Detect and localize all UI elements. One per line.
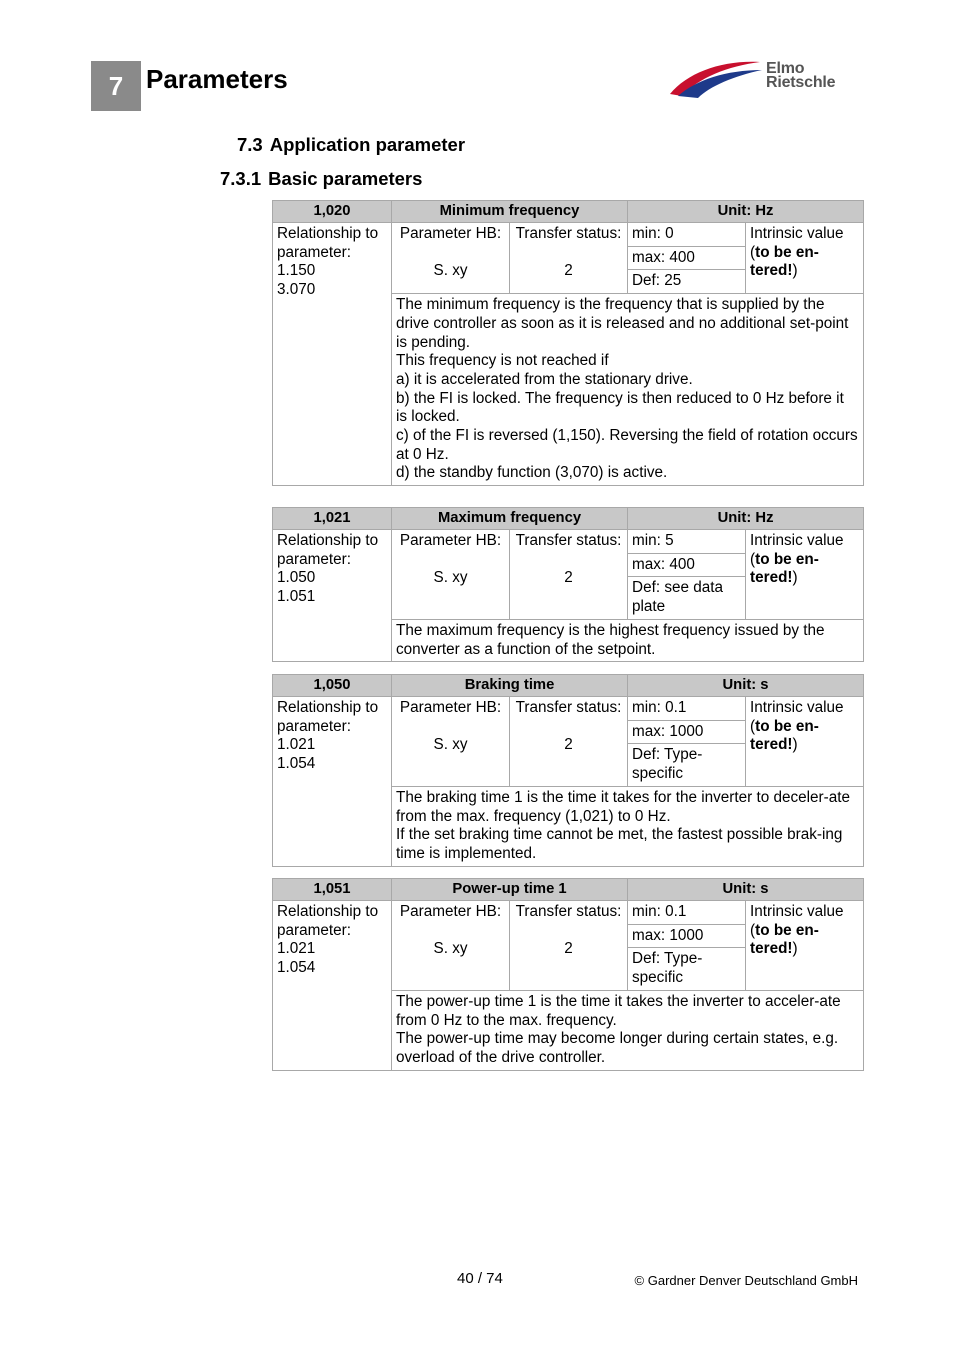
transfer-status-label: Transfer status: [515,532,622,549]
parameter-name: Minimum frequency [392,201,628,223]
relationship-param: 1.050 [277,569,316,587]
relationship-param: 1.021 [277,940,316,958]
section-title: Application parameter [269,134,466,155]
transfer-status-label: Transfer status: [515,903,622,920]
relationship-label: Relationship to parameter: [277,225,379,261]
transfer-status-value: 2 [564,736,573,754]
parameter-name: Braking time [392,675,628,697]
parameter-name: Power-up time 1 [392,879,628,901]
description-line: The maximum frequency is the highest frequency issued by the converter as a function of the setpoint. [396,621,825,658]
transfer-status-cell [510,223,628,294]
chapter-number-badge: 7 [91,61,141,111]
parameter-table [272,507,864,662]
parameter-description [392,786,864,866]
parameter-table [272,878,864,1071]
logo-text [766,62,835,90]
relationship-cell [273,901,392,1071]
parameter-table [272,200,864,486]
intrinsic-value-note: to be en-tered! [750,921,819,958]
subsection-number: 7.3.1 [220,168,262,189]
parameter-description [392,294,864,486]
parameter-hb-value: S. xy [433,940,468,958]
chapter-title: Parameters [146,64,288,94]
transfer-status-value: 2 [564,569,573,587]
min-value: min: 5 [628,530,746,554]
transfer-status-cell [510,530,628,620]
subsection-title: Basic parameters [268,168,423,189]
relationship-param: 1.150 [277,262,316,280]
description-line: The power-up time may become longer during certain states, e.g. overload of the drive controller. [396,1030,839,1066]
relationship-param: 1.021 [277,736,316,754]
relationship-param: 3.070 [277,281,316,299]
intrinsic-value-note: to be en-tered! [750,243,819,280]
transfer-status-cell [510,901,628,991]
relationship-cell [273,223,392,486]
page-number: 40 / 74 [457,1270,503,1287]
transfer-status-value: 2 [564,262,573,280]
intrinsic-value-cell: Intrinsic value (to be en-tered!) [746,530,864,620]
default-value: Def: Type-specific [628,948,746,990]
relationship-label: Relationship to parameter: [277,903,379,939]
transfer-status-value: 2 [564,940,573,958]
intrinsic-value-cell: Intrinsic value (to be en-tered!) [746,697,864,787]
relationship-param: 1.054 [277,959,316,977]
relationship-label: Relationship to parameter: [277,699,379,735]
transfer-status-cell [510,697,628,787]
relationship-cell [273,530,392,662]
intrinsic-value-note: to be en-tered! [750,717,819,754]
default-value: Def: Type-specific [628,744,746,786]
parameter-unit: Unit: s [628,675,864,697]
logo-line-2: Rietschle [766,74,836,91]
parameter-id: 1,050 [273,675,392,697]
parameter-hb-value: S. xy [433,736,468,754]
min-value: min: 0.1 [628,697,746,721]
parameter-hb-value: S. xy [433,569,468,587]
parameter-hb-cell [392,697,510,787]
parameter-unit: Unit: Hz [628,508,864,530]
parameter-name: Maximum frequency [392,508,628,530]
parameter-description [392,619,864,661]
parameter-table [272,674,864,867]
description-line: c) of the FI is reversed (1,150). Reversing the field of rotation occurs at 0 Hz. [396,427,858,463]
copyright: © Gardner Denver Deutschland GmbH [634,1273,858,1288]
description-line: The power-up time 1 is the time it takes the inverter to acceler-ate from 0 Hz to the max. frequency. [396,992,841,1029]
parameter-hb-label: Parameter HB: [399,699,502,716]
section-number: 7.3 [237,134,263,155]
description-line: This frequency is not reached if [396,352,609,370]
min-value: min: 0.1 [628,901,746,925]
description-line: b) the FI is locked. The frequency is then reduced to 0 Hz before it is locked. [396,389,844,426]
relationship-param: 1.054 [277,755,316,773]
parameter-unit: Unit: s [628,879,864,901]
parameter-id: 1,021 [273,508,392,530]
subsection-heading [220,168,422,190]
relationship-cell [273,697,392,867]
default-value: Def: see data plate [628,577,746,619]
description-line: The minimum frequency is the frequency that is supplied by the drive controller as soon as it is released and no additional set-point is pending. [396,296,849,351]
default-value: Def: 25 [628,270,746,294]
logo-swoosh-icon [668,58,764,98]
parameter-hb-label: Parameter HB: [399,225,502,242]
intrinsic-value-cell: Intrinsic value (to be en-tered!) [746,901,864,991]
parameter-hb-cell [392,530,510,620]
description-line: a) it is accelerated from the stationary drive. [396,370,693,388]
description-line: The braking time 1 is the time it takes for the inverter to deceler-ate from the max. frequency (1,021) to 0 Hz. [396,788,851,825]
parameter-hb-value: S. xy [433,262,468,280]
relationship-param: 1.051 [277,588,316,606]
parameter-description [392,990,864,1070]
parameter-id: 1,051 [273,879,392,901]
parameter-unit: Unit: Hz [628,201,864,223]
max-value: max: 1000 [628,720,746,744]
parameter-id: 1,020 [273,201,392,223]
intrinsic-value-note: to be en-tered! [750,550,819,587]
parameter-hb-cell [392,223,510,294]
company-logo [668,58,858,100]
transfer-status-label: Transfer status: [515,225,622,242]
section-heading [237,134,465,156]
logo-line-1: Elmo [766,60,805,77]
intrinsic-value-cell: Intrinsic value (to be en-tered!) [746,223,864,294]
parameter-hb-label: Parameter HB: [399,903,502,920]
parameter-hb-cell [392,901,510,991]
description-line: d) the standby function (3,070) is active. [396,464,668,482]
max-value: max: 1000 [628,924,746,948]
relationship-label: Relationship to parameter: [277,532,379,568]
parameter-hb-label: Parameter HB: [399,532,502,549]
max-value: max: 400 [628,553,746,577]
min-value: min: 0 [628,223,746,247]
max-value: max: 400 [628,246,746,270]
transfer-status-label: Transfer status: [515,699,622,716]
description-line: If the set braking time cannot be met, the fastest possible brak-ing time is implemented. [396,826,843,862]
